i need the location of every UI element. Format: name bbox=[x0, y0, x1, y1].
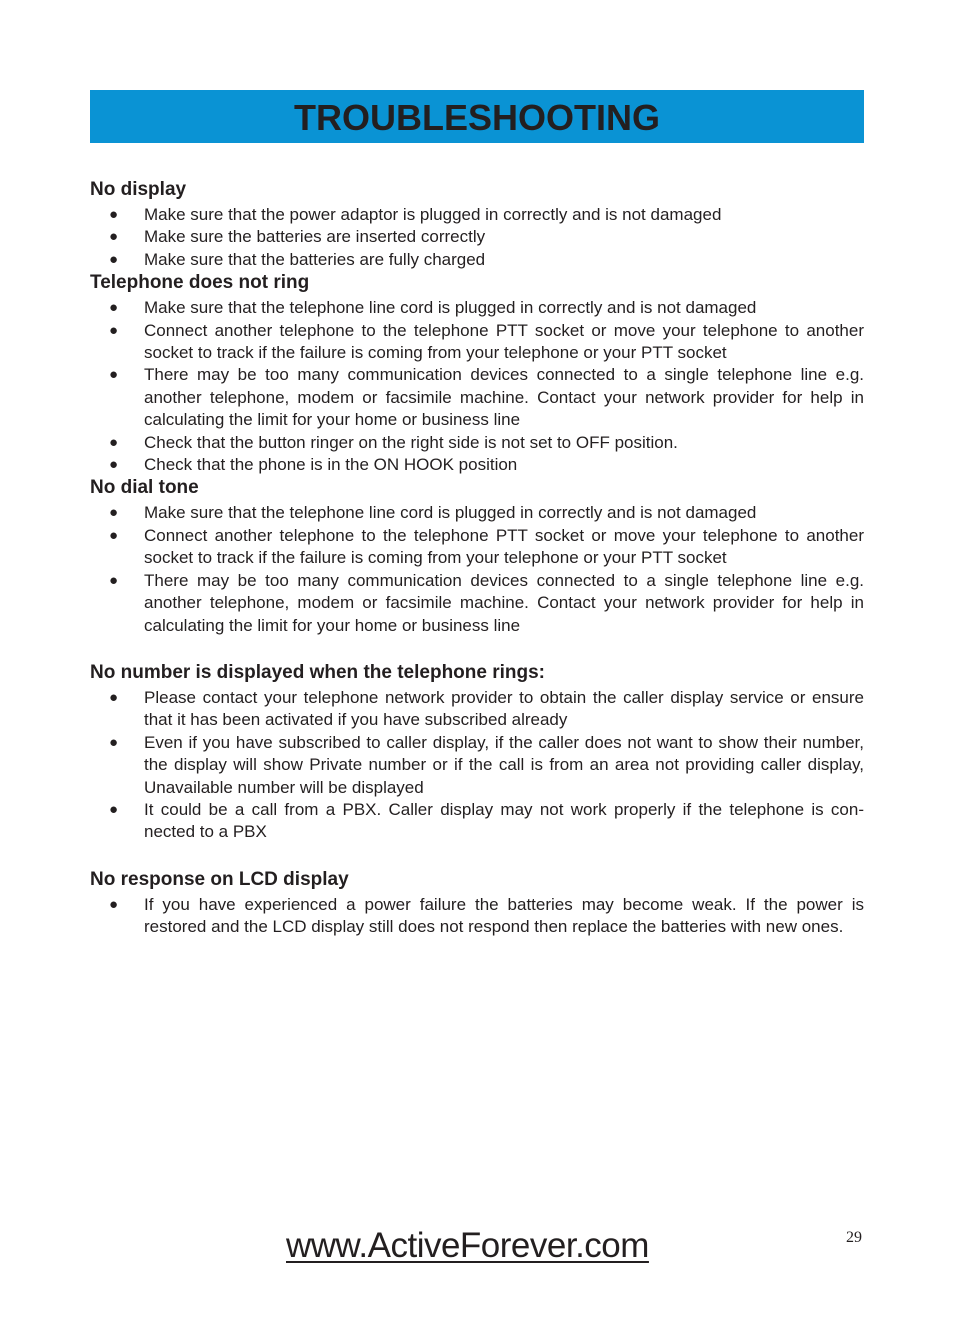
list-item-text: If you have experienced a power failure the batteries may become weak. If the power is restored and the LCD display still does not respond then replace the batteries with new ones. bbox=[144, 894, 864, 937]
list-item bbox=[90, 297, 864, 319]
spacer bbox=[90, 844, 864, 868]
list-item bbox=[90, 364, 864, 431]
list-item bbox=[90, 732, 864, 799]
section-no-dial-tone bbox=[90, 476, 864, 636]
section-heading: No dial tone bbox=[90, 477, 199, 499]
section-no-response-lcd bbox=[90, 868, 864, 939]
list-item bbox=[90, 570, 864, 637]
list-item-text: There may be too many communication devices connected to a single telephone line e.g. another telephone, modem or facsimile machine. Contact your network provider for help in calculating the limit for your home or business line bbox=[144, 570, 864, 635]
bullet-list bbox=[90, 687, 864, 844]
list-item-text: Make sure that the telephone line cord is plugged in correctly and is not damaged bbox=[144, 503, 757, 523]
bullet-icon: ● bbox=[109, 800, 119, 818]
list-item bbox=[90, 894, 864, 939]
list-item bbox=[90, 320, 864, 365]
section-heading: No response on LCD display bbox=[90, 868, 349, 890]
section-heading: No display bbox=[90, 179, 187, 200]
page-number: 29 bbox=[846, 1229, 862, 1246]
bullet-icon: ● bbox=[109, 228, 119, 246]
bullet-icon: ● bbox=[109, 733, 119, 751]
spacer bbox=[90, 637, 864, 661]
title-banner bbox=[90, 90, 864, 143]
list-item bbox=[90, 502, 864, 524]
list-item-text: Even if you have subscribed to caller display, if the caller does not want to show their number, the display will show Private number or if the call is from an area not providing caller display, Unavailable number will be displayed bbox=[144, 732, 864, 797]
bullet-icon: ● bbox=[109, 299, 119, 317]
bullet-icon: ● bbox=[109, 433, 119, 451]
list-item-text: Make sure the batteries are inserted correctly bbox=[144, 227, 486, 247]
list-item bbox=[90, 799, 864, 844]
list-item bbox=[90, 249, 864, 271]
list-item bbox=[90, 432, 864, 454]
bullet-icon: ● bbox=[109, 456, 119, 474]
list-item bbox=[90, 525, 864, 570]
list-item-text: Make sure that the power adaptor is plugged in correctly and is not damaged bbox=[144, 205, 722, 224]
website-link[interactable]: www.ActiveForever.com bbox=[286, 1226, 649, 1265]
list-item-text: Check that the button ringer on the right side is not set to OFF position. bbox=[144, 432, 678, 452]
list-item-text: Connect another telephone to the telephone PTT socket or move your telephone to another socket to track if the failure is coming from your telephone or your PTT socket bbox=[144, 320, 864, 363]
list-item-text: Please contact your telephone network provider to obtain the caller display service or ensure that it has been activated if you have subscribed already bbox=[144, 687, 864, 730]
list-item bbox=[90, 454, 864, 476]
section-heading: No number is displayed when the telephone rings: bbox=[90, 661, 546, 683]
bullet-list bbox=[90, 502, 864, 636]
section-heading: Telephone does not ring bbox=[90, 272, 310, 294]
bullet-icon: ● bbox=[109, 526, 119, 544]
list-item-text: It could be a call from a PBX. Caller display may not work properly if the telephone is con-nected to a PBX bbox=[144, 799, 864, 842]
section-telephone-does-not-ring bbox=[90, 271, 864, 476]
bullet-list bbox=[90, 894, 864, 939]
section-no-display bbox=[90, 178, 864, 271]
bullet-list bbox=[90, 204, 864, 271]
bullet-icon: ● bbox=[109, 366, 119, 384]
section-no-number-displayed bbox=[90, 661, 864, 844]
list-item bbox=[90, 204, 864, 226]
list-item-text: Check that the phone is in the ON HOOK position bbox=[144, 455, 518, 475]
bullet-icon: ● bbox=[109, 250, 119, 268]
page-title: TROUBLESHOOTING bbox=[294, 96, 660, 138]
troubleshooting-content bbox=[90, 178, 864, 939]
bullet-icon: ● bbox=[109, 206, 119, 223]
bullet-icon: ● bbox=[109, 688, 119, 706]
list-item-text: There may be too many communication devices connected to a single telephone line e.g. another telephone, modem or facsimile machine. Contact your network provider for help in calculating the limit for your home or business line bbox=[144, 365, 864, 430]
list-item-text: Make sure that the batteries are fully charged bbox=[144, 249, 486, 269]
bullet-icon: ● bbox=[109, 321, 119, 339]
bullet-list bbox=[90, 297, 864, 476]
list-item-text: Connect another telephone to the telephone PTT socket or move your telephone to another socket to track if the failure is coming from your telephone or your PTT socket bbox=[144, 525, 864, 568]
bullet-icon: ● bbox=[109, 504, 119, 522]
list-item bbox=[90, 687, 864, 732]
bullet-icon: ● bbox=[109, 895, 119, 913]
list-item bbox=[90, 226, 864, 248]
list-item-text: Make sure that the telephone line cord is plugged in correctly and is not damaged bbox=[144, 298, 757, 318]
bullet-icon: ● bbox=[109, 571, 119, 589]
